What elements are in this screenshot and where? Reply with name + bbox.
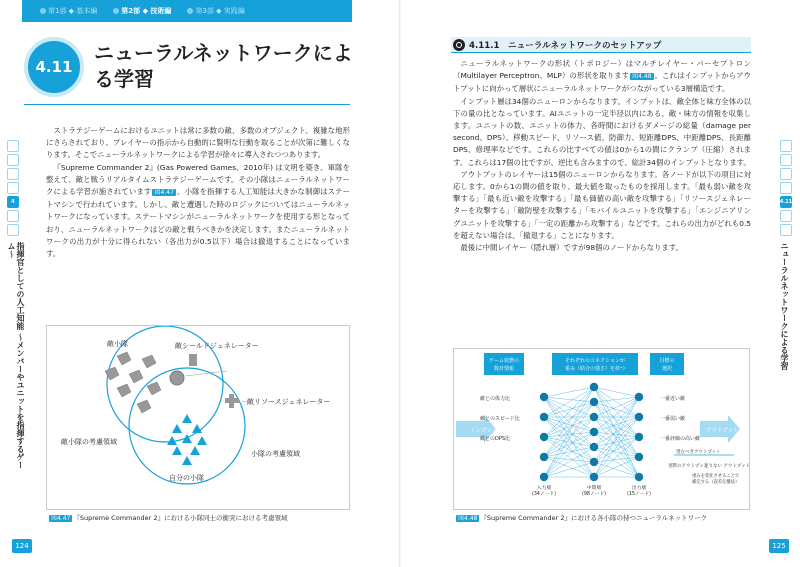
enemy-unit-icon bbox=[142, 355, 156, 368]
layer-out-label-1: 出力層 bbox=[631, 486, 647, 491]
figure-reference[interactable]: 図4.48 bbox=[632, 73, 652, 81]
hex-icon[interactable] bbox=[7, 182, 19, 194]
output-label: 一番弱い敵 bbox=[660, 416, 686, 422]
layer-mid-label-2: (98ノード) bbox=[581, 492, 607, 497]
connection-line bbox=[544, 387, 594, 477]
layer-mid-label-1: 中間層 bbox=[586, 486, 602, 491]
connection-line bbox=[544, 437, 594, 477]
neuron-node bbox=[590, 413, 598, 421]
paragraph: ストラテジーゲームにおけるユニットは常に多数の敵、多数のオブジェクト、複雑な地形にさらされており、プレイヤーの指示から自動的に賢明な行動を取ることが次第に難しくなります。そこでニューラルネットワークによる学習が徐々に導入されつつあります。 bbox=[46, 126, 350, 160]
input-label: 敵とのスピード比 bbox=[480, 416, 520, 422]
hex-icon[interactable] bbox=[7, 140, 19, 152]
connection-line bbox=[594, 387, 639, 397]
left-body-text bbox=[46, 125, 350, 260]
neuron-node bbox=[590, 443, 598, 451]
connection-line bbox=[594, 437, 639, 477]
figure-number: 図4.47 bbox=[51, 515, 71, 522]
figure-caption: 図4.48 『Supreme Commander 2』における各小隊の持つニューラルネットワーク bbox=[458, 514, 708, 522]
left-page bbox=[0, 0, 399, 567]
layer-out-label-2: (15ノード) bbox=[626, 492, 652, 497]
connection-line bbox=[594, 417, 639, 437]
dot-icon bbox=[113, 8, 119, 14]
tab-part1[interactable]: 第1部 ◆ 基本編 bbox=[40, 6, 97, 16]
layer-in-label-1: 入力層 bbox=[536, 486, 552, 491]
connection-line bbox=[594, 387, 639, 417]
missing-output-label: 足りない アウトプット bbox=[704, 464, 749, 469]
hex-icon[interactable] bbox=[780, 224, 792, 236]
paragraph: 最後に中間レイヤー（隠れ層）ですが98個のノードからなります。 bbox=[460, 243, 683, 253]
title-divider bbox=[24, 104, 350, 105]
paragraph: ニューラルネットワークの形状（トポロジー）はマルチレイヤー・パーセプトロン（Multilayer Perceptron、MLP）の形状を取ります 図4.48 。これはインプットからアウトプットに向かって層状にニューラルネットワークがつながっている3層構造です。 bbox=[453, 59, 751, 94]
figure-4-48 bbox=[453, 348, 750, 510]
connection-line bbox=[544, 432, 594, 457]
connection-line bbox=[594, 432, 639, 477]
learn-note-2: 補完する（誤差伝播法） bbox=[692, 480, 740, 485]
enemy-area-label: 敵小隊の考慮領域 bbox=[61, 438, 117, 446]
neuron-node bbox=[635, 473, 643, 481]
neuron-node bbox=[635, 433, 643, 441]
actual-output-label: 実際のアウトプット bbox=[668, 464, 709, 469]
hex-icon[interactable] bbox=[780, 140, 792, 152]
enemy-squad-label: 敵小隊 bbox=[107, 340, 128, 348]
right-body-text bbox=[453, 58, 751, 254]
enemy-unit-icon bbox=[117, 384, 131, 397]
chapter-hex-list bbox=[4, 140, 22, 236]
figure-number: 図4.48 bbox=[458, 515, 478, 522]
connection-line bbox=[544, 437, 594, 447]
target-label-1: 目標の bbox=[659, 358, 675, 364]
connection-line bbox=[594, 437, 639, 447]
output-label: 一番評価の高い敵 bbox=[660, 436, 701, 442]
chapter-number-badge: 4.11 bbox=[24, 37, 84, 97]
hex-icon[interactable] bbox=[780, 182, 792, 194]
squad-area-diagram bbox=[47, 326, 349, 509]
tab-part3[interactable]: 第3部 ◆ 実践編 bbox=[187, 6, 244, 16]
connection-line bbox=[544, 387, 594, 417]
enemy-unit-icon bbox=[137, 400, 151, 413]
hex-icon[interactable] bbox=[7, 168, 19, 180]
dot-icon bbox=[40, 8, 46, 14]
neuron-node bbox=[590, 383, 598, 391]
figure-reference[interactable]: 図4.47 bbox=[154, 189, 174, 197]
part-tabs bbox=[22, 0, 352, 22]
game-state-label-1: ゲーム状態の bbox=[488, 358, 520, 364]
neuron-node bbox=[540, 453, 548, 461]
neuron-node bbox=[540, 473, 548, 481]
paragraph: インプット層は34個のニューロンからなります。インプットは、敵全体と味方全体の以下の量の比となっています。AIユニットの一定半径以内にある、敵・味方の情報を収集します。ユニットの数、ユニットの体力、各時間におけるダメージの総量（damage per second、DPS）、移動スピード、リソース値、防御力、短距離DPS、中距離DPS、長距離DPS、修理率などです。これらの比すべての値は0から1の間にクランプ（圧縮）されます。これらは17個の比ですが、逆比も含みますので、総計34個のインプットとなります。 bbox=[453, 96, 751, 167]
hex-icon[interactable] bbox=[780, 210, 792, 222]
connection-line bbox=[544, 447, 594, 477]
hex-icon[interactable] bbox=[7, 210, 19, 222]
hex-icon[interactable] bbox=[780, 154, 792, 166]
connection-line bbox=[544, 417, 594, 437]
connection-line bbox=[594, 432, 639, 437]
connection-line bbox=[544, 397, 594, 432]
connection-line bbox=[544, 462, 594, 477]
figure-caption: 図4.47 『Supreme Commander 2』における小隊同士の衝突における考慮領域 bbox=[51, 514, 288, 522]
enemy-unit-icon bbox=[147, 382, 161, 395]
enemy-unit-icon bbox=[117, 352, 131, 365]
connection-line bbox=[544, 432, 594, 477]
own-squad-label: 自分の小隊 bbox=[169, 474, 204, 482]
left-side-nav bbox=[4, 140, 25, 472]
shield-generator-label: 敵シールドジェネレーター bbox=[175, 342, 259, 350]
hex-icon[interactable] bbox=[780, 168, 792, 180]
connection-line bbox=[594, 397, 639, 432]
enemy-unit-icon bbox=[129, 370, 143, 383]
resource-generator-label: 敵リソースジェネレーター bbox=[247, 398, 331, 406]
connection-line bbox=[544, 437, 594, 462]
hex-icon[interactable] bbox=[7, 154, 19, 166]
neuron-node bbox=[635, 393, 643, 401]
paragraph: アウトプットのレイヤーは15個のニューロンからなります。各ノードが以下の項目に対応します。0から1の間の値を取り、最大値を取ったものを採用します。「最も弱い敵を攻撃する」「最も近い敵を攻撃する」「最も価値の高い敵を攻撃する」「リソースジェネレーターを攻撃する」「敵防壁を攻撃する」「モバイルユニットを攻撃する」「エンジニアリングユニットを攻撃する」「一定の距離から攻撃する」などです。これらの出力がどれも0.5を超えない場合は、「撤退する」ことになります。 bbox=[453, 169, 751, 240]
tab-part2[interactable]: 第2部 ◆ 技術編 bbox=[113, 6, 171, 16]
connection-line bbox=[544, 387, 594, 397]
connection-line bbox=[544, 417, 594, 457]
target-label-2: 選択 bbox=[661, 366, 673, 372]
connection-line bbox=[594, 437, 639, 462]
right-side-nav bbox=[777, 140, 795, 472]
game-state-label-2: 数計情報 bbox=[493, 366, 515, 372]
connection-line bbox=[594, 417, 639, 447]
output-arrow-label: アウトプット bbox=[706, 428, 739, 434]
neuron-node bbox=[635, 453, 643, 461]
current-section-hex[interactable]: 4.11 bbox=[780, 196, 792, 208]
output-label: 一番近い敵 bbox=[660, 396, 686, 402]
section-icon bbox=[453, 39, 465, 51]
neuron-node bbox=[540, 413, 548, 421]
section-hex-list bbox=[777, 140, 795, 236]
neuron-node bbox=[590, 428, 598, 436]
current-chapter-hex[interactable]: 4 bbox=[7, 196, 19, 208]
neural-network-diagram bbox=[454, 349, 749, 509]
chapter-running-title: 指揮官としての人工知能 ～メンバーやユニットを指揮するゲーム～ bbox=[7, 242, 25, 469]
dot-icon bbox=[187, 8, 193, 14]
connection-line bbox=[594, 457, 639, 477]
own-squad-units bbox=[167, 414, 207, 465]
figure-4-47 bbox=[46, 325, 350, 510]
input-arrow-label: インプット bbox=[470, 428, 498, 434]
connection-line bbox=[594, 447, 639, 477]
right-page bbox=[401, 0, 800, 567]
neuron-node bbox=[590, 458, 598, 466]
input-label: 敵との体力比 bbox=[480, 396, 511, 402]
connection-line bbox=[594, 397, 639, 477]
neuron-node bbox=[635, 413, 643, 421]
neuron-node bbox=[540, 393, 548, 401]
layer-in-label-2: (34ノード) bbox=[531, 492, 557, 497]
structure-icon bbox=[189, 354, 197, 366]
connection-line bbox=[544, 402, 594, 417]
section-heading: 4.11.1 ニューラルネットワークのセットアップ bbox=[451, 37, 751, 53]
learn-note-1: 重みを変化させることで bbox=[692, 474, 740, 479]
connection-line bbox=[594, 432, 639, 457]
chapter-title: ニューラルネットワークによ る学習 bbox=[94, 41, 353, 91]
connection-line bbox=[544, 457, 594, 462]
section-running-title: ニューラルネットワークによる学習 bbox=[780, 242, 789, 370]
desired-output-label: 望むべきアウトプット bbox=[676, 450, 721, 455]
paragraph: 『Supreme Commander 2』(Gas Powered Games、2010年) は文明を築き、軍隊を整えて、敵と戦うリアルタイムストラテジーゲームです。その小隊はニューラルネットワークによる学習が施されています 図4.47 。小隊を指揮する人工知能は大きかな制御はステートマシンで行われています。しかし、敵と遭遇した時のロジックについてはニューラルネットワークになっています。ステートマシンがニューラルネットワークを使用する形となっており、ニューラルネットワークはどの敵と戦うべきかを決定します。またニューラルネットワークの出力が十分に得られない（各出力が0.5以下）場合は撤退することになっています。 bbox=[46, 162, 350, 259]
neuron-node bbox=[590, 398, 598, 406]
shield-generator-icon bbox=[170, 371, 184, 385]
hex-icon[interactable] bbox=[7, 224, 19, 236]
input-label: 敵とのDPS比 bbox=[480, 436, 511, 442]
neuron-node bbox=[590, 473, 598, 481]
connection-line bbox=[544, 432, 594, 437]
squad-area-circle bbox=[129, 368, 245, 484]
connection-line bbox=[594, 457, 639, 462]
connection-line bbox=[594, 462, 639, 477]
connection-line bbox=[544, 387, 594, 457]
page-number-right: 125 bbox=[769, 539, 789, 553]
weight-label-2: 重み（結合の強さ）を持つ bbox=[564, 366, 626, 372]
weight-label-1: それぞれのコネクションが bbox=[565, 358, 625, 364]
neuron-node bbox=[540, 433, 548, 441]
page-number-left: 124 bbox=[12, 539, 32, 553]
squad-area-label: 小隊の考慮領域 bbox=[251, 450, 300, 458]
connection-line bbox=[544, 457, 594, 477]
